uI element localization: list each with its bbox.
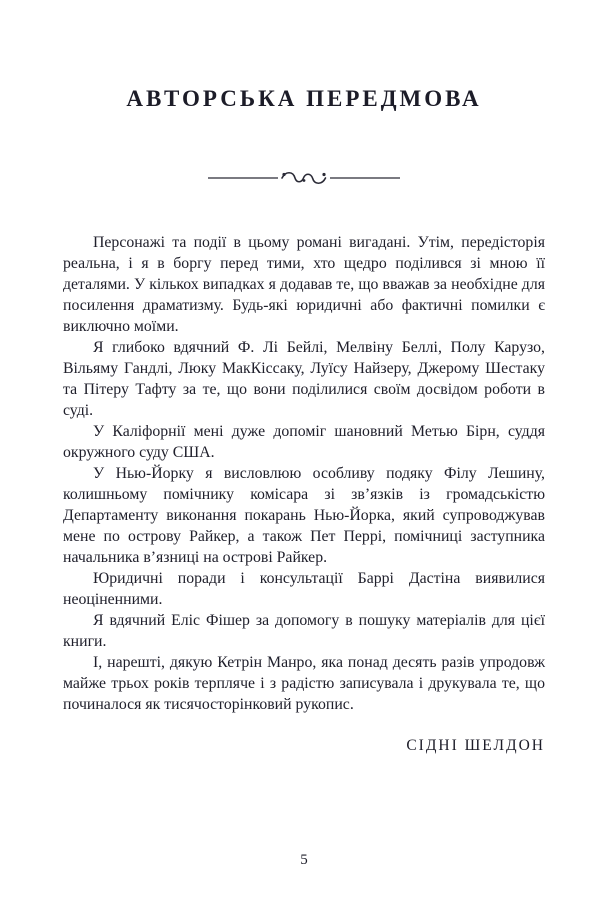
paragraph: Я вдячний Еліс Фішер за допомогу в пошуку матеріалів для цієї книги. (63, 612, 545, 650)
body-text (63, 232, 545, 715)
paragraph: Персонажі та події в цьому романі вигадані. Утім, передісторія реальна, і я в боргу перед тими, хто щедро поділився зі мною її деталями. У кількох випадках я додавав те, що вважав за необхідне для посилення драматизму. Будь-які юридичні або фактичні помилки є виключно моїми. (63, 234, 545, 335)
paragraph: У Каліфорнії мені дуже допоміг шановний Метью Бірн, суддя окружного суду США. (63, 423, 545, 461)
paragraph: У Нью-Йорку я висловлюю особливу подяку Філу Лешину, колишньому помічнику комісара зі зв’язків із громадськістю Департаменту виконання покарань Нью-Йорка, який супроводжував мене по острову Райкер, а також Пет Перрі, помічниці заступника начальника в’язниці на острові Райкер. (63, 465, 545, 566)
paragraph: Юридичні поради і консультації Баррі Дастіна виявилися неоціненними. (63, 570, 545, 608)
paragraph: І, нарешті, дякую Кетрін Манро, яка понад десять разів упродовж майже трьох років терпляче і з радістю записувала і друкувала те, що починалося як тисячосторінковий рукопис. (63, 654, 545, 713)
scroll-ornament-icon (204, 168, 404, 188)
page-title: АВТОРСЬКА ПЕРЕДМОВА (126, 86, 482, 111)
author-signature: СІДНІ ШЕЛДОН (406, 737, 545, 754)
page-number: 5 (300, 852, 308, 868)
section-divider (0, 168, 608, 188)
paragraph: Я глибоко вдячний Ф. Лі Бейлі, Мелвіну Беллі, Полу Карузо, Вільяму Гандлі, Люку МакКіссаку, Луїсу Найзеру, Джерому Шестаку та Пітеру Тафту за те, що вони поділилися своїм досвідом роботи в суді. (63, 339, 545, 419)
